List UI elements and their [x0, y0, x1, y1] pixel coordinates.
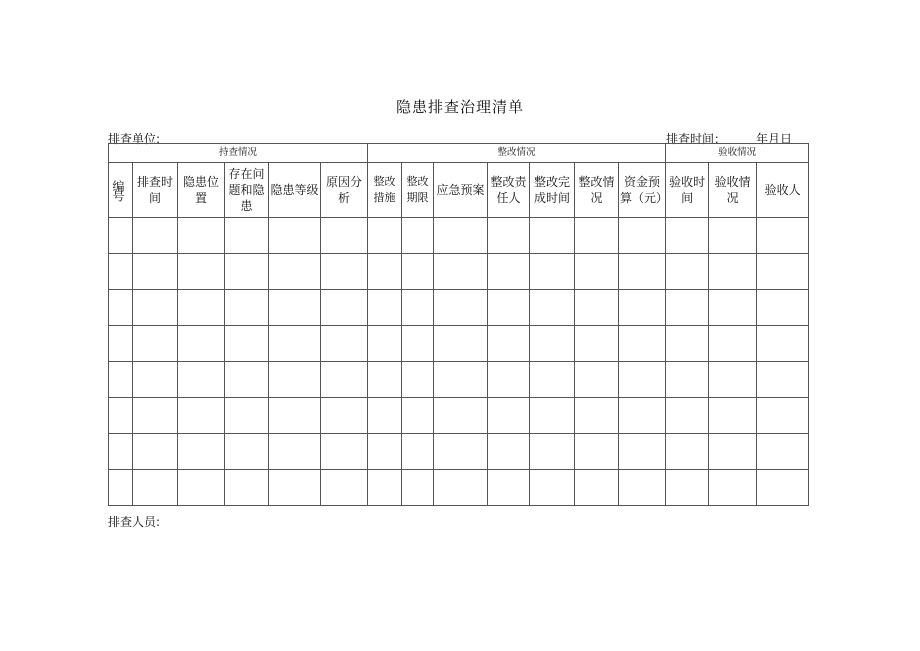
table-cell[interactable]: [321, 398, 368, 434]
table-cell[interactable]: [225, 218, 269, 254]
table-cell[interactable]: [666, 434, 709, 470]
table-cell[interactable]: [402, 470, 434, 506]
column-header-label: 应急预案: [436, 183, 485, 197]
table-cell[interactable]: [368, 362, 402, 398]
table-cell[interactable]: [178, 398, 225, 434]
table-cell[interactable]: [109, 470, 133, 506]
table-cell[interactable]: [709, 218, 757, 254]
table-cell[interactable]: [402, 326, 434, 362]
column-header-label: 隐患位置: [182, 175, 219, 205]
table-cell[interactable]: [434, 434, 488, 470]
table-cell[interactable]: [709, 254, 757, 290]
table-cell[interactable]: [434, 470, 488, 506]
table-cell[interactable]: [575, 470, 619, 506]
column-header: [434, 163, 488, 218]
table-cell[interactable]: [709, 398, 757, 434]
table-cell[interactable]: [402, 290, 434, 326]
table-cell[interactable]: [488, 470, 530, 506]
table-cell[interactable]: [530, 218, 575, 254]
table-cell[interactable]: [178, 326, 225, 362]
table-cell[interactable]: [178, 470, 225, 506]
group-header-inspection: 持查情况: [109, 144, 368, 163]
table-cell[interactable]: [402, 434, 434, 470]
table-cell[interactable]: [757, 326, 809, 362]
inspector-label: 排查人员:: [108, 515, 161, 529]
column-header: [402, 163, 434, 218]
column-header: [368, 163, 402, 218]
table-cell[interactable]: [109, 290, 133, 326]
table-cell[interactable]: [757, 470, 809, 506]
table-cell[interactable]: [666, 254, 709, 290]
table-cell[interactable]: [225, 326, 269, 362]
table-cell[interactable]: [757, 218, 809, 254]
column-header-label: 整改措施: [373, 175, 396, 204]
table-cell[interactable]: [530, 434, 575, 470]
table-cell[interactable]: [178, 362, 225, 398]
column-header: [666, 163, 709, 218]
column-header-row: [109, 163, 809, 218]
group-header-rectification: 整改情况: [368, 144, 666, 163]
table-cell[interactable]: [225, 254, 269, 290]
table-cell[interactable]: [666, 218, 709, 254]
table-cell[interactable]: [575, 218, 619, 254]
table-cell[interactable]: [269, 470, 321, 506]
table-cell[interactable]: [178, 218, 225, 254]
column-header: [321, 163, 368, 218]
column-header-label: 隐患等级: [270, 183, 319, 197]
column-header-label: 验收情况: [714, 175, 751, 205]
table-cell[interactable]: [530, 362, 575, 398]
table-cell[interactable]: [321, 290, 368, 326]
table-cell[interactable]: [619, 470, 666, 506]
table-cell[interactable]: [368, 218, 402, 254]
table-cell[interactable]: [321, 254, 368, 290]
table-cell[interactable]: [368, 470, 402, 506]
table-cell[interactable]: [530, 398, 575, 434]
table-cell[interactable]: [321, 218, 368, 254]
table-cell[interactable]: [269, 218, 321, 254]
table-cell[interactable]: [619, 398, 666, 434]
table-cell[interactable]: [368, 434, 402, 470]
table-cell[interactable]: [488, 218, 530, 254]
table-cell[interactable]: [368, 326, 402, 362]
table-cell[interactable]: [434, 290, 488, 326]
column-header: [109, 163, 133, 218]
table-cell[interactable]: [757, 254, 809, 290]
table-row: [109, 398, 809, 434]
table-cell[interactable]: [178, 254, 225, 290]
column-header-label: 整改完成时间: [534, 175, 571, 205]
table-cell[interactable]: [666, 362, 709, 398]
table-cell[interactable]: [575, 254, 619, 290]
column-header-label: 编号: [111, 180, 125, 200]
table-cell[interactable]: [757, 398, 809, 434]
table-cell[interactable]: [619, 434, 666, 470]
hazard-checklist-table: [108, 143, 809, 506]
column-header-label: 整改责任人: [490, 175, 527, 205]
table-cell[interactable]: [619, 254, 666, 290]
table-cell[interactable]: [133, 290, 178, 326]
table-cell[interactable]: [269, 290, 321, 326]
column-header-label: 验收时间: [669, 175, 706, 205]
table-cell[interactable]: [488, 326, 530, 362]
table-cell[interactable]: [133, 398, 178, 434]
table-cell[interactable]: [368, 254, 402, 290]
table-body: [109, 218, 809, 506]
group-header-row: [109, 144, 809, 163]
table-cell[interactable]: [225, 398, 269, 434]
table-cell[interactable]: [666, 326, 709, 362]
table-cell[interactable]: [133, 470, 178, 506]
table-cell[interactable]: [225, 470, 269, 506]
table-row: [109, 290, 809, 326]
table-cell[interactable]: [109, 326, 133, 362]
table-cell[interactable]: [530, 470, 575, 506]
table-cell[interactable]: [368, 398, 402, 434]
table-cell[interactable]: [269, 434, 321, 470]
column-header: [269, 163, 321, 218]
column-header: [709, 163, 757, 218]
table-cell[interactable]: [321, 434, 368, 470]
table-row: [109, 362, 809, 398]
table-cell[interactable]: [709, 290, 757, 326]
table-cell[interactable]: [133, 362, 178, 398]
table-cell[interactable]: [109, 254, 133, 290]
table-cell[interactable]: [269, 254, 321, 290]
inspection-date-label: 年月日: [756, 132, 793, 146]
column-header: [757, 163, 809, 218]
table-cell[interactable]: [488, 362, 530, 398]
table-cell[interactable]: [402, 398, 434, 434]
document-title: 隐患排查治理清单: [395, 98, 524, 116]
table-cell[interactable]: [402, 362, 434, 398]
table-cell[interactable]: [434, 398, 488, 434]
column-header: [575, 163, 619, 218]
table-cell[interactable]: [488, 434, 530, 470]
table-cell[interactable]: [434, 362, 488, 398]
table-cell[interactable]: [488, 398, 530, 434]
column-header: [619, 163, 669, 218]
table-cell[interactable]: [709, 326, 757, 362]
column-header-label: 排查时间: [136, 175, 173, 205]
table-cell[interactable]: [619, 362, 666, 398]
table-cell[interactable]: [434, 254, 488, 290]
table-cell[interactable]: [619, 218, 666, 254]
table-cell[interactable]: [530, 254, 575, 290]
table-cell[interactable]: [575, 326, 619, 362]
table-cell[interactable]: [530, 290, 575, 326]
column-header-label: 验收人: [764, 183, 801, 197]
table-cell[interactable]: [709, 434, 757, 470]
column-header-label: 整改情况: [578, 175, 615, 205]
table-cell[interactable]: [709, 362, 757, 398]
table-cell[interactable]: [402, 218, 434, 254]
table-row: [109, 326, 809, 362]
table-cell[interactable]: [109, 434, 133, 470]
table-cell[interactable]: [269, 398, 321, 434]
table-cell[interactable]: [178, 290, 225, 326]
table-cell[interactable]: [133, 326, 178, 362]
table-cell[interactable]: [133, 434, 178, 470]
table-cell[interactable]: [321, 326, 368, 362]
table-cell[interactable]: [575, 434, 619, 470]
table-cell[interactable]: [575, 362, 619, 398]
column-header-label: 存在问题和隐患: [228, 167, 265, 213]
column-header-label: 资金预算（元）: [620, 175, 669, 205]
column-header: [488, 163, 530, 218]
table-cell[interactable]: [619, 290, 666, 326]
table-cell[interactable]: [757, 290, 809, 326]
table-row: [109, 218, 809, 254]
inspection-time-label: 排查时间：: [666, 132, 727, 146]
table-cell[interactable]: [575, 398, 619, 434]
column-header: [133, 163, 178, 218]
column-header: [530, 163, 575, 218]
table-cell[interactable]: [133, 218, 178, 254]
table-cell[interactable]: [321, 470, 368, 506]
table-row: [109, 470, 809, 506]
table-cell[interactable]: [133, 254, 178, 290]
table-cell[interactable]: [321, 362, 368, 398]
table-cell[interactable]: [434, 218, 488, 254]
table-cell[interactable]: [269, 326, 321, 362]
table-cell[interactable]: [109, 218, 133, 254]
table-row: [109, 254, 809, 290]
column-header: [178, 163, 225, 218]
inspection-unit-label: 排查单位:: [108, 132, 161, 146]
table-cell[interactable]: [530, 326, 575, 362]
column-header-label: 原因分析: [326, 175, 363, 205]
table-cell[interactable]: [709, 470, 757, 506]
table-cell[interactable]: [225, 290, 269, 326]
table-cell[interactable]: [434, 326, 488, 362]
group-header-acceptance: 验收情况: [666, 144, 809, 163]
table-cell[interactable]: [109, 398, 133, 434]
table-cell[interactable]: [402, 254, 434, 290]
column-header-label: 整改期限: [406, 175, 429, 204]
table-cell[interactable]: [269, 362, 321, 398]
table-cell[interactable]: [178, 434, 225, 470]
column-header: [225, 163, 269, 218]
table-cell[interactable]: [575, 290, 619, 326]
table-cell[interactable]: [666, 290, 709, 326]
table-cell[interactable]: [757, 362, 809, 398]
table-cell[interactable]: [488, 254, 530, 290]
table-cell[interactable]: [666, 398, 709, 434]
table-cell[interactable]: [619, 326, 666, 362]
table-cell[interactable]: [368, 290, 402, 326]
table-cell[interactable]: [666, 470, 709, 506]
table-cell[interactable]: [225, 434, 269, 470]
table-cell[interactable]: [757, 434, 809, 470]
table-cell[interactable]: [488, 290, 530, 326]
table-cell[interactable]: [109, 362, 133, 398]
table-cell[interactable]: [225, 362, 269, 398]
table-row: [109, 434, 809, 470]
